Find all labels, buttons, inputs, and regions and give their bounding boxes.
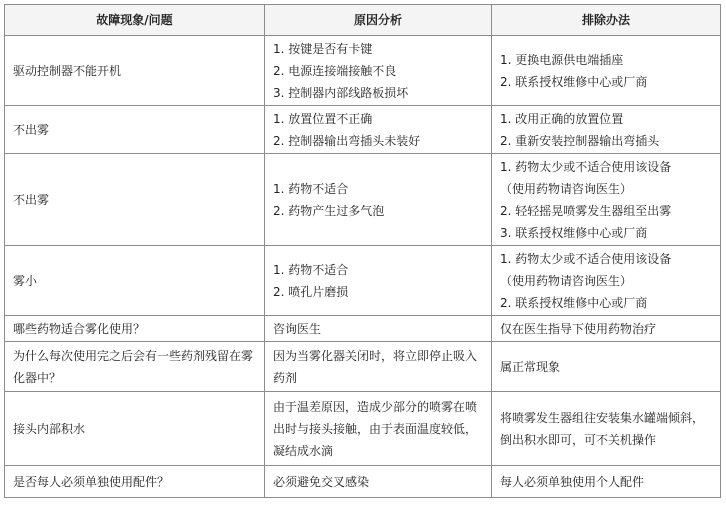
table-row xyxy=(5,154,721,246)
fix-line: 1. 药物太少或不适合使用该设备 xyxy=(500,159,672,174)
issue-cell xyxy=(5,392,265,466)
issue-text: 不出雾 xyxy=(13,192,50,207)
fix-line: 属正常现象 xyxy=(500,359,561,374)
table-row xyxy=(5,342,721,392)
fix-line: 2. 轻轻摇晃喷雾发生器组至出雾 xyxy=(500,203,672,218)
cause-line: 咨询医生 xyxy=(273,321,322,336)
fix-cell xyxy=(492,246,721,316)
cause-line: 因为当雾化器关闭时，将立即停止吸入药剂 xyxy=(273,348,478,385)
table-row xyxy=(5,246,721,316)
issue-cell xyxy=(5,154,265,246)
cause-cell xyxy=(265,392,492,466)
fix-line: 1. 药物太少或不适合使用该设备 xyxy=(500,251,672,266)
cause-cell xyxy=(265,342,492,392)
cause-line: 1. 放置位置不正确 xyxy=(273,111,373,126)
issue-text: 雾小 xyxy=(13,273,38,288)
issue-cell xyxy=(5,342,265,392)
table-row xyxy=(5,36,721,106)
cause-line: 3. 控制器内部线路板损坏 xyxy=(273,85,409,100)
troubleshooting-table xyxy=(4,4,721,498)
table-row xyxy=(5,466,721,498)
cause-cell xyxy=(265,36,492,106)
fix-line: 2. 重新安装控制器输出弯插头 xyxy=(500,133,660,148)
fix-line: 将喷雾发生器组往安装集水罐端倾斜，倒出积水即可，可不关机操作 xyxy=(500,410,705,447)
fix-line: 1. 改用正确的放置位置 xyxy=(500,111,624,126)
fix-cell xyxy=(492,466,721,498)
cause-cell xyxy=(265,466,492,498)
issue-text: 接头内部积水 xyxy=(13,421,86,436)
cause-cell xyxy=(265,246,492,316)
cause-line: 2. 电源连接端接触不良 xyxy=(273,63,397,78)
fix-line: （使用药物请咨询医生） xyxy=(500,181,633,196)
fix-cell xyxy=(492,342,721,392)
cause-line: 1. 药物不适合 xyxy=(273,181,349,196)
issue-text: 哪些药物适合雾化使用？ xyxy=(13,321,146,336)
cause-cell xyxy=(265,316,492,342)
cause-cell xyxy=(265,154,492,246)
header-fix: 排除办法 xyxy=(492,5,721,36)
fix-line: 3. 联系授权维修中心或厂商 xyxy=(500,225,648,240)
fix-cell xyxy=(492,154,721,246)
cause-line: 必须避免交叉感染 xyxy=(273,474,370,489)
issue-cell xyxy=(5,36,265,106)
fix-cell xyxy=(492,106,721,154)
issue-cell xyxy=(5,316,265,342)
fix-line: 仅在医生指导下使用药物治疗 xyxy=(500,321,657,336)
issue-text: 为什么每次使用完之后会有一些药剂残留在雾化器中？ xyxy=(13,348,254,385)
cause-line: 1. 药物不适合 xyxy=(273,262,349,277)
header-issue: 故障现象/问题 xyxy=(5,5,265,36)
issue-text: 不出雾 xyxy=(13,122,50,137)
cause-line: 2. 控制器输出弯插头未装好 xyxy=(273,133,421,148)
fix-cell xyxy=(492,36,721,106)
fix-line: 2. 联系授权维修中心或厂商 xyxy=(500,74,648,89)
table-row xyxy=(5,106,721,154)
table-row xyxy=(5,316,721,342)
fix-cell xyxy=(492,392,721,466)
fix-line: 2. 联系授权维修中心或厂商 xyxy=(500,295,648,310)
fix-cell xyxy=(492,316,721,342)
issue-cell xyxy=(5,246,265,316)
fix-line: 每人必须单独使用个人配件 xyxy=(500,474,645,489)
cause-line: 由于温差原因，造成少部分的喷雾在喷出时与接头接触，由于表面温度较低，凝结成水滴 xyxy=(273,399,478,458)
cause-line: 1. 按键是否有卡键 xyxy=(273,41,373,56)
cause-line: 2. 药物产生过多气泡 xyxy=(273,203,385,218)
table-row xyxy=(5,392,721,466)
header-cause: 原因分析 xyxy=(265,5,492,36)
issue-text: 是否每人必须单独使用配件？ xyxy=(13,474,170,489)
issue-cell xyxy=(5,466,265,498)
fix-line: 1. 更换电源供电端插座 xyxy=(500,52,624,67)
cause-cell xyxy=(265,106,492,154)
header-row xyxy=(5,5,721,36)
cause-line: 2. 喷孔片磨损 xyxy=(273,284,349,299)
issue-text: 驱动控制器不能开机 xyxy=(13,63,122,78)
fix-line: （使用药物请咨询医生） xyxy=(500,273,633,288)
issue-cell xyxy=(5,106,265,154)
